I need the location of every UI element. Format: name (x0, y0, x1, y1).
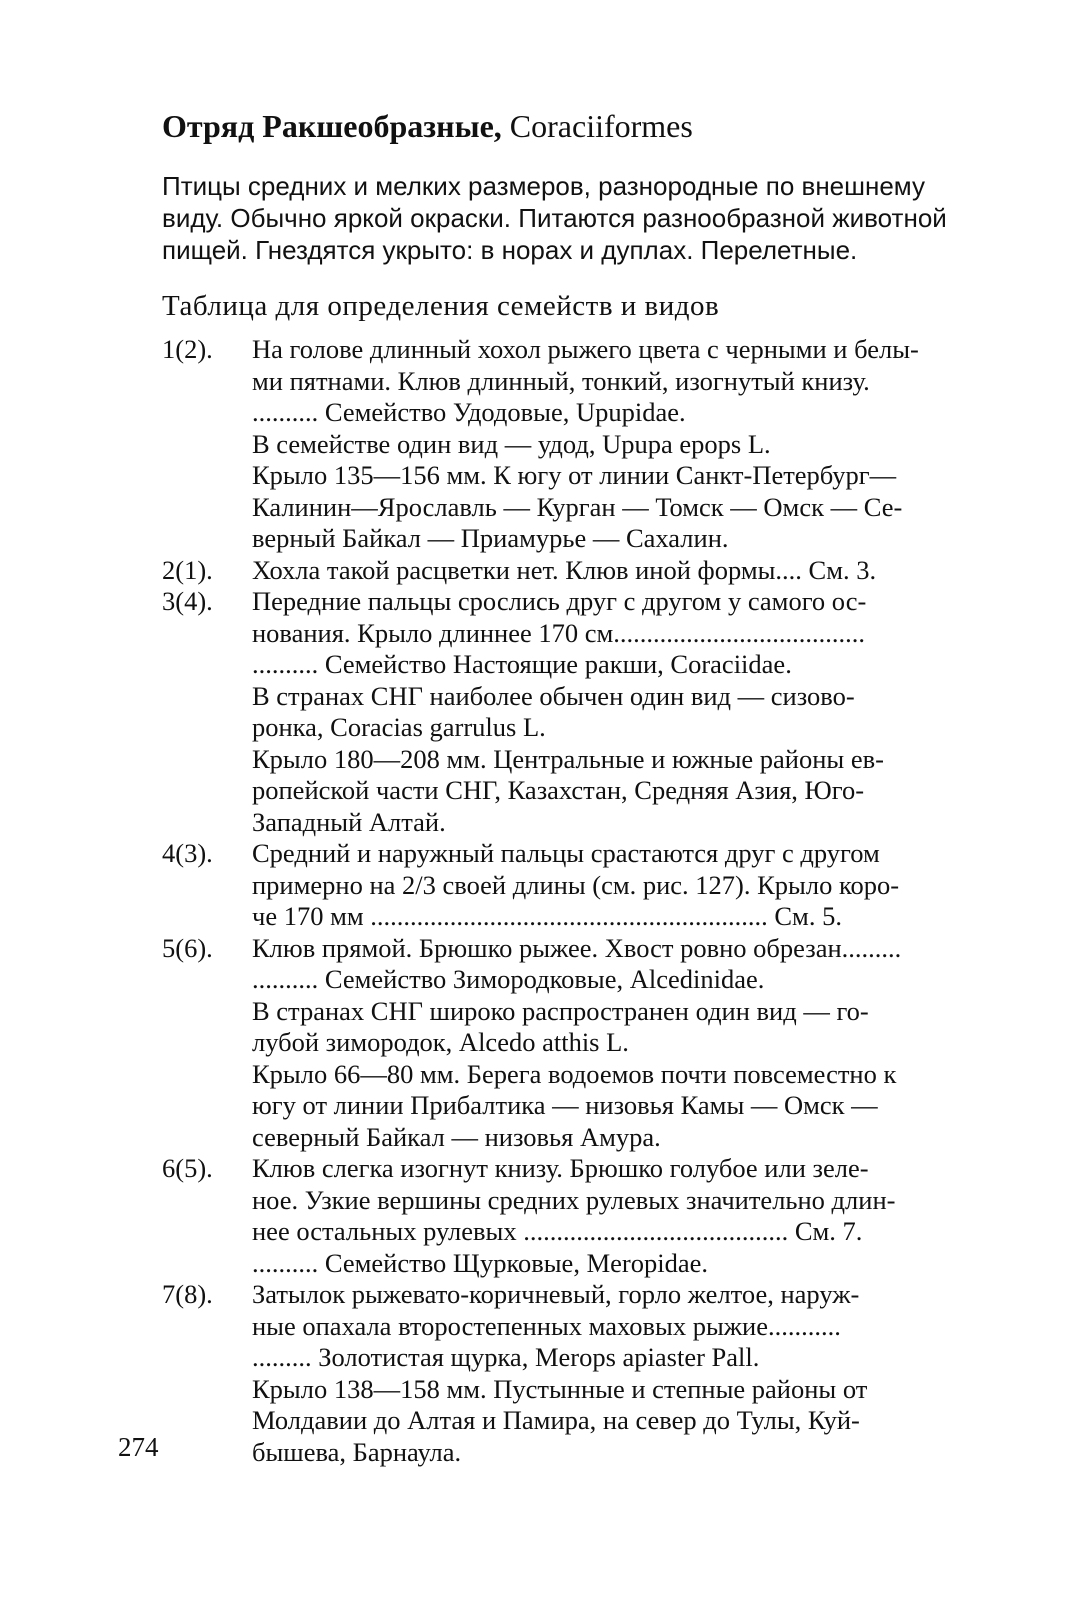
entry-line: нее остальных рулевых ........................................ См. 7. (252, 1216, 863, 1246)
entry-line: Молдавии до Алтая и Памира, на север до Тулы, Куй- (252, 1405, 860, 1435)
entry-body (252, 555, 952, 587)
identification-key (162, 334, 952, 1468)
intro-line: пищей. Гнездятся укрыто: в норах и дуплах. Перелетные. (162, 235, 858, 265)
entry-body (252, 586, 952, 838)
entry-line: Крыло 180—208 мм. Центральные и южные районы ев- (252, 743, 884, 774)
entry-line: че 170 мм ............................................................ См. 5. (252, 901, 842, 931)
entry-line: На голове длинный хохол рыжего цвета с черными и белы- (252, 334, 919, 364)
entry-line: югу от линии Прибалтика — низовья Камы — Омск — (252, 1090, 878, 1120)
key-entry (162, 1279, 952, 1468)
entry-line: Калинин—Ярославль — Курган — Томск — Омск — Се- (252, 491, 903, 522)
entry-line: ронка, Coracias garrulus L. (252, 712, 546, 742)
key-entry (162, 838, 952, 933)
entry-line: Крыло 138—158 мм. Пустынные и степные районы от (252, 1373, 868, 1404)
page-content (162, 104, 952, 1468)
entry-line: Клюв слегка изогнут книзу. Брюшко голубое или зеле- (252, 1153, 869, 1183)
entry-number: 4(3). (162, 838, 213, 868)
entry-line: Клюв прямой. Брюшко рыжее. Хвост ровно обрезан......... (252, 932, 902, 963)
intro-line: виду. Обычно яркой окраски. Питаются разнообразной животной (162, 203, 947, 233)
entry-line: ные опахала второстепенных маховых рыжие........... (252, 1310, 841, 1341)
entry-body (252, 1279, 952, 1468)
entry-line: В семействе один вид — удод, Upupa epops L. (252, 428, 771, 459)
entry-body (252, 933, 952, 1154)
order-description (162, 170, 952, 266)
entry-line: В странах СНГ широко распространен один вид — го- (252, 995, 869, 1026)
entry-number: 2(1). (162, 554, 213, 585)
entry-line: верный Байкал — Приамурье — Сахалин. (252, 523, 729, 553)
page-title (162, 104, 952, 148)
entry-body (252, 1153, 952, 1279)
key-entry (162, 555, 952, 587)
page-number: 274 (118, 1432, 159, 1462)
entry-line: Крыло 66—80 мм. Берега водоемов почти повсеместно к (252, 1058, 897, 1089)
entry-line: Хохла такой расцветки нет. Клюв иной формы.... См. 3. (252, 554, 877, 585)
entry-body (252, 838, 952, 933)
entry-line: нования. Крыло длиннее 170 см...................................... (252, 617, 866, 648)
entry-line: лубой зимородок, Alcedo atthis L. (252, 1027, 629, 1057)
entry-line: примерно на 2/3 своей длины (см. рис. 127). Крыло коро- (252, 869, 900, 900)
order-latin-name: Coraciiformes (509, 108, 693, 144)
entry-line: .......... Семейство Зимородковые, Alcedinidae. (252, 964, 765, 994)
key-entry (162, 933, 952, 1154)
entry-line: ......... Золотистая щурка, Merops apiaster Pall. (252, 1342, 760, 1372)
entry-number: 5(6). (162, 932, 213, 963)
entry-line: .......... Семейство Настоящие ракши, Coraciidae. (252, 649, 792, 679)
entry-line: северный Байкал — низовья Амура. (252, 1121, 661, 1152)
entry-line: Крыло 135—156 мм. К югу от линии Санкт-Петербург— (252, 460, 897, 490)
entry-line: .......... Семейство Щурковые, Meropidae. (252, 1247, 708, 1278)
entry-number: 7(8). (162, 1279, 213, 1309)
entry-number: 6(5). (162, 1153, 213, 1183)
entry-line: ми пятнами. Клюв длинный, тонкий, изогнутый книзу. (252, 365, 870, 396)
entry-body (252, 334, 952, 555)
entry-line: Западный Алтай. (252, 806, 446, 837)
entry-number: 3(4). (162, 586, 213, 616)
key-entry (162, 1153, 952, 1279)
entry-line: Средний и наружный пальцы срастаются друг с другом (252, 838, 880, 868)
entry-line: .......... Семейство Удодовые, Upupidae. (252, 397, 686, 427)
entry-line: Передние пальцы срослись друг с другом у самого ос- (252, 586, 867, 616)
key-table-title: Таблица для определения семейств и видов (162, 290, 720, 322)
entry-line: В странах СНГ наиболее обычен один вид — сизово- (252, 680, 855, 711)
intro-line: Птицы средних и мелких размеров, разнородные по внешнему (162, 171, 925, 201)
entry-number: 1(2). (162, 334, 213, 364)
order-name: Отряд Ракшеобразные, (162, 108, 502, 144)
entry-line: бышева, Барнаула. (252, 1436, 462, 1467)
key-entry (162, 334, 952, 555)
entry-line: Затылок рыжевато-коричневый, горло желтое, наруж- (252, 1279, 860, 1309)
key-entry (162, 586, 952, 838)
entry-line: ропейской части СНГ, Казахстан, Средняя Азия, Юго- (252, 775, 865, 805)
entry-line: ное. Узкие вершины средних рулевых значительно длин- (252, 1184, 896, 1215)
